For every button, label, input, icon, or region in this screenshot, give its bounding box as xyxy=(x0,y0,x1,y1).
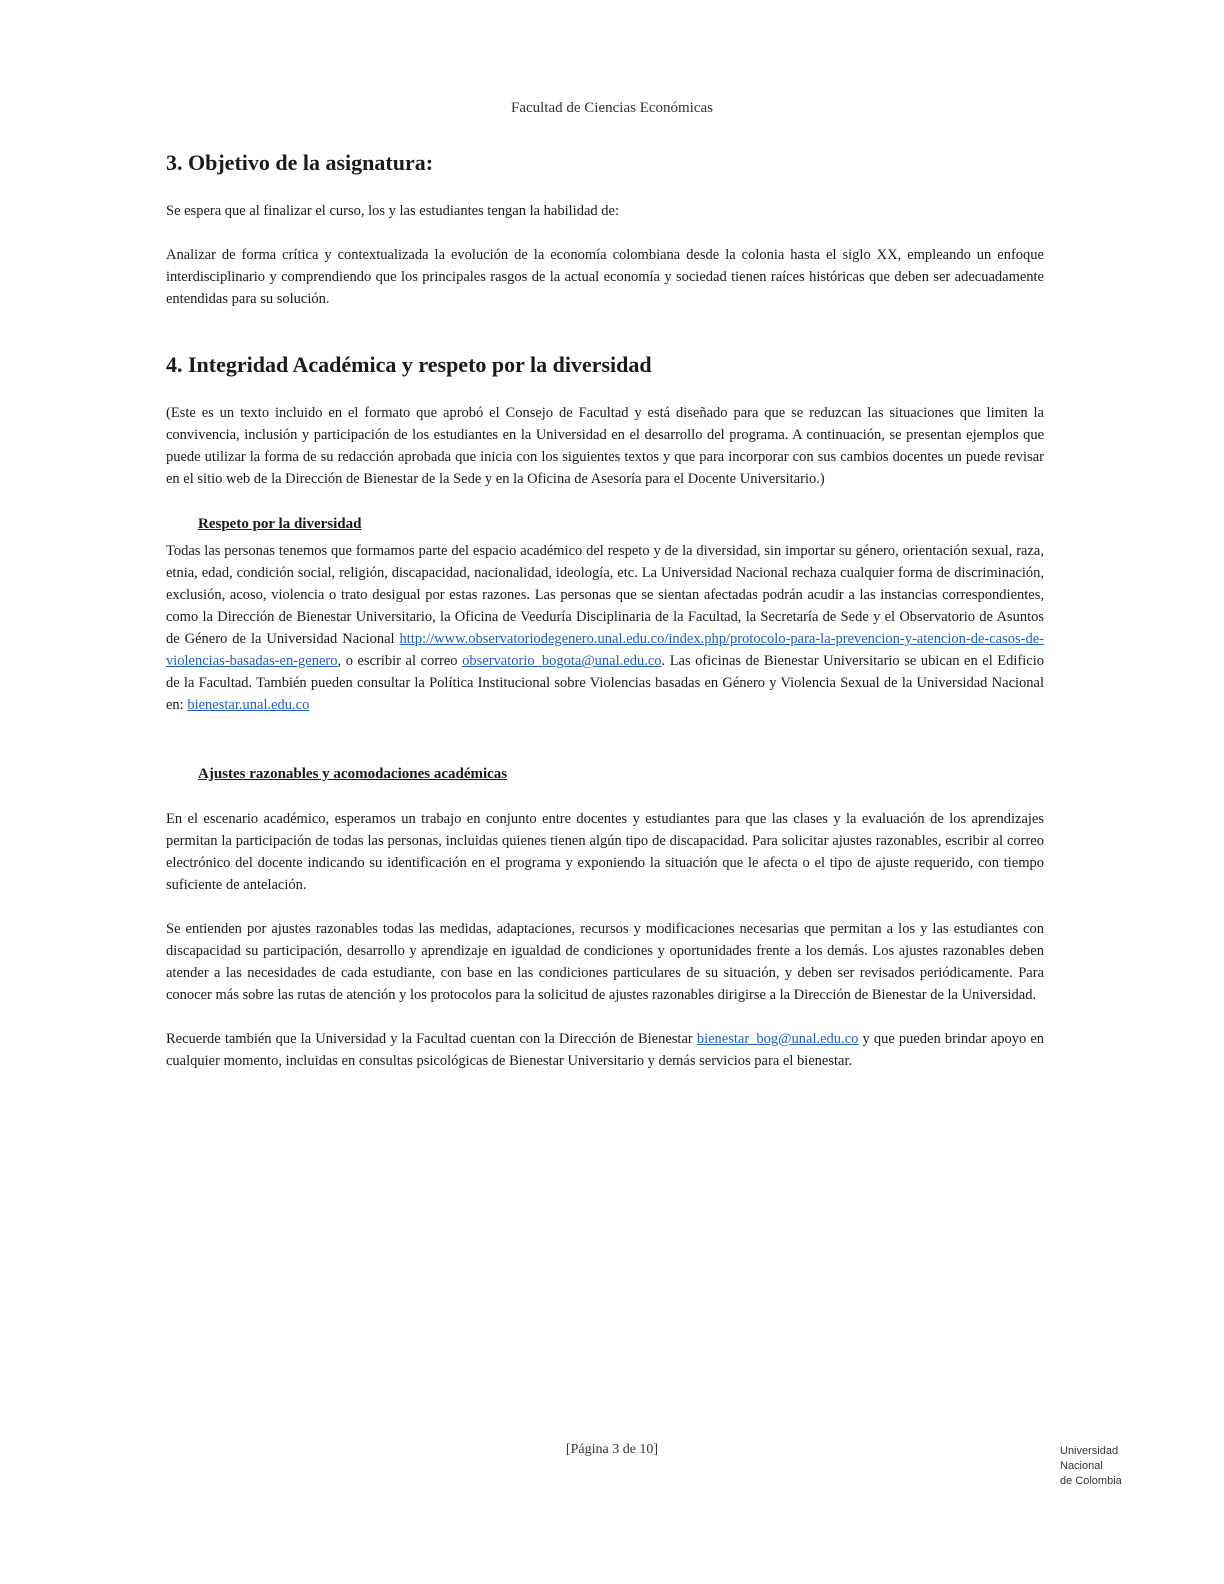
section-3-body: Analizar de forma crítica y contextualizada la evolución de la economía colombiana desde la colonia hasta el siglo XX, empleando un enfoque interdisciplinario y comprendiendo que los principales rasgos de la actual economía y sociedad tienen raíces históricas que deben ser adecuadamente entendidas para su solución. xyxy=(166,247,1044,307)
accommodations-text-after: y que pueden brindar apoyo en cualquier momento, incluidas en consultas psicológicas de Bienestar Universitario y demás servicios para el bienestar. xyxy=(166,1031,1045,1069)
accommodations-text-before: Recuerde también que la Universidad y la Facultad cuentan con la Dirección de Bienestar xyxy=(166,1031,693,1047)
respect-text-mid: , o escribir al correo xyxy=(337,653,458,669)
respect-diversity-heading: Respeto por la diversidad xyxy=(198,516,362,532)
page-header: Facultad de Ciencias Económicas xyxy=(510,100,714,116)
bienestar-site-link[interactable]: bienestar.unal.edu.co xyxy=(187,697,310,713)
accommodations-paragraph-2: Se entienden por ajustes razonables todas las medidas, adaptaciones, recursos y modificaciones necesarias que permitan a los y las estudiantes con discapacidad su participación, desarrollo y aprendizaje en igualdad de condiciones y oportunidades frente a los demás. Los ajustes razonables deben atender a las necesidades de cada estudiante, con base en las condiciones particulares de su situación, y deben ser revisados periódicamente. Para conocer más sobre las rutas de atención y los protocolos para la solicitud de ajustes razonables dirigirse a la Dirección de Bienestar de la Universidad. xyxy=(166,921,1044,1003)
respect-diversity-paragraph xyxy=(166,540,1044,716)
accommodations-paragraph-3 xyxy=(166,1028,1044,1072)
accommodations-paragraph-1: En el escenario académico, esperamos un trabajo en conjunto entre docentes y estudiantes para que las clases y la evaluación de los aprendizajes permitan la participación de todas las personas, incluidas quienes tienen algún tipo de discapacidad. Para solicitar ajustes razonables, escribir al correo electrónico del docente indicando su identificación en el programa y exponiendo la situación que le afecta o el tipo de ajuste requerido, con tiempo suficiente de antelación. xyxy=(166,811,1044,893)
section-3-intro: Se espera que al finalizar el curso, los y las estudiantes tengan la habilidad de: xyxy=(166,203,619,219)
logo-line-1: Universidad xyxy=(1060,1445,1119,1457)
observatory-email-link[interactable]: observatorio_bogota@unal.edu.co xyxy=(462,653,662,669)
gender-observatory-link[interactable]: http://www.observatoriodegenero.unal.edu.co/index.php/protocolo-para-la-prevencion-y-atencion-de-casos-de-violencias-basadas-en-genero xyxy=(166,631,1044,669)
respect-text-before: Todas las personas tenemos que formamos parte del espacio académico del respeto y de la diversidad, sin importar su género, orientación sexual, raza, etnia, edad, condición social, religión, discapacidad, nacionalidad, ideología, etc. La Universidad Nacional rechaza cualquier forma de discriminación, exclusión, acoso, violencia o trato desigual por estas razones. Las personas que se sientan afectadas podrán acudir a las instancias correspondientes, como la Dirección de Bienestar Universitario, la Oficina de Veeduría Disciplinaria de la Facultad, la Secretaría de Sede y el Observatorio de Asuntos de Género de la Universidad Nacional xyxy=(166,543,1044,647)
bienestar-email-link[interactable]: bienestar_bog@unal.edu.co xyxy=(696,1031,859,1047)
section-4-intro: (Este es un texto incluido en el formato que aprobó el Consejo de Facultad y está diseñado para que se reduzcan las situaciones que limiten la convivencia, inclusión y participación de los estudiantes en la Universidad en el desarrollo del programa. A continuación, se presentan ejemplos que puede utilizar la forma de su redacción aprobada que inicia con los siguientes textos y que para incorporar con sus cambios docentes un puede revisar en el sitio web de la Dirección de Bienestar de la Sede y en la Oficina de Asesoría para el Docente Universitario.) xyxy=(166,405,1044,487)
accommodations-heading: Ajustes razonables y acomodaciones académicas xyxy=(198,766,508,782)
logo-line-2: Nacional xyxy=(1060,1460,1103,1472)
university-logo xyxy=(1060,1444,1170,1489)
logo-line-3: de Colombia xyxy=(1060,1475,1122,1487)
section-3-title: 3. Objetivo de la asignatura: xyxy=(166,150,434,175)
document-body xyxy=(166,140,1044,1094)
section-4-title: 4. Integridad Académica y respeto por la diversidad xyxy=(166,352,652,377)
page-number: [Página 3 de 10] xyxy=(565,1442,659,1457)
respect-text-after: . Las oficinas de Bienestar Universitario se ubican en el Edificio de la Facultad. También pueden consultar la Política Institucional sobre Violencias basadas en Género y Violencia Sexual de la Universidad Nacional en: xyxy=(166,653,1045,713)
